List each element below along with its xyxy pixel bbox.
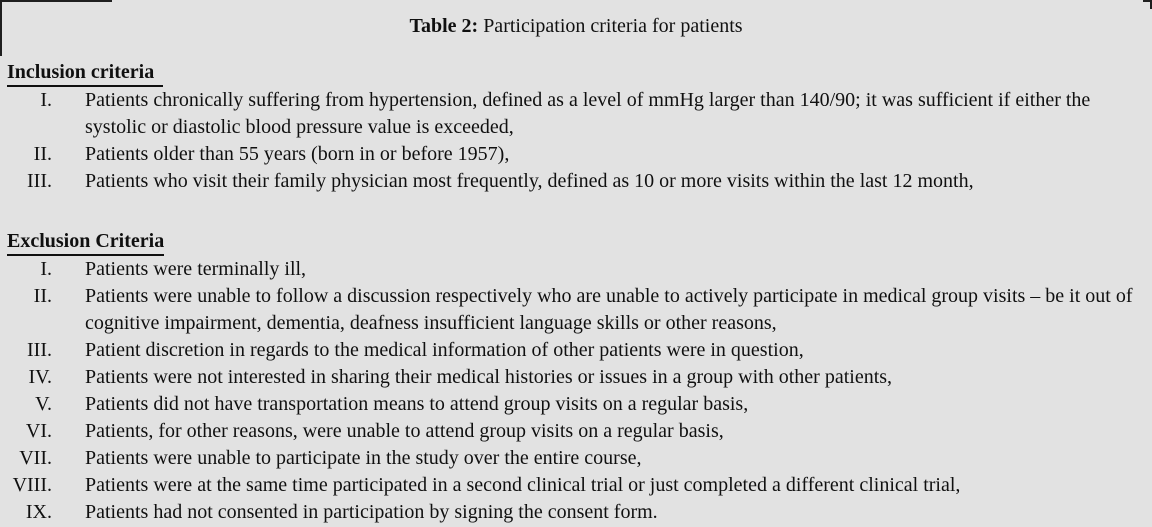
item-text: Patients were unable to follow a discussion respectively who are unable to actively participate in medical group visits – be it out of cognitive impairment, dementia, deafness insufficient language skills or other reasons, — [85, 285, 1133, 334]
item-text: Patients were unable to participate in the study over the entire course, — [85, 447, 642, 469]
item-text: Patients were terminally ill, — [85, 258, 307, 280]
item-numeral: VI. — [25, 420, 52, 442]
list-item — [0, 168, 1152, 195]
item-text: Patients who visit their family physician most frequently, defined as 10 or more visits within the last 12 month, — [85, 170, 974, 192]
exclusion-criteria-heading-text: Exclusion Criteria — [7, 228, 164, 256]
list-item — [0, 499, 1152, 526]
list-item — [0, 418, 1152, 445]
item-text: Patients had not consented in participation by signing the consent form. — [85, 501, 658, 523]
item-text: Patient discretion in regards to the medical information of other patients were in question, — [85, 339, 804, 361]
item-numeral: I. — [40, 89, 52, 111]
exclusion-criteria-list — [0, 256, 1152, 526]
table-caption-label: Table 2: — [409, 15, 479, 37]
list-item — [0, 283, 1152, 337]
item-numeral: II. — [33, 285, 52, 307]
item-text: Patients chronically suffering from hypertension, defined as a level of mmHg larger than 140/90; it was sufficient if either the systolic or diastolic blood pressure value is exceeded, — [85, 89, 1091, 138]
item-numeral: I. — [40, 258, 52, 280]
list-item — [0, 472, 1152, 499]
list-item — [0, 337, 1152, 364]
item-text: Patients, for other reasons, were unable to attend group visits on a regular basis, — [85, 420, 724, 442]
item-numeral: VII. — [19, 447, 52, 469]
item-text: Patients were at the same time participated in a second clinical trial or just completed a different clinical trial, — [85, 474, 961, 496]
list-item — [0, 445, 1152, 472]
item-numeral: VIII. — [12, 474, 52, 496]
inclusion-criteria-list — [0, 87, 1152, 195]
list-item — [0, 364, 1152, 391]
list-item — [0, 256, 1152, 283]
item-numeral: III. — [27, 339, 52, 361]
item-numeral: IX. — [25, 501, 52, 523]
item-text: Patients older than 55 years (born in or before 1957), — [85, 143, 510, 165]
scan-border-top-left-horizontal — [0, 0, 112, 2]
inclusion-criteria-heading — [7, 59, 1152, 87]
exclusion-criteria-heading — [7, 228, 1152, 256]
item-numeral: III. — [27, 170, 52, 192]
list-item — [0, 391, 1152, 418]
table-caption-text: Participation criteria for patients — [478, 15, 743, 37]
list-item — [0, 87, 1152, 141]
list-item — [0, 141, 1152, 168]
item-numeral: V. — [35, 393, 52, 415]
inclusion-criteria-heading-text: Inclusion criteria — [7, 59, 163, 87]
item-numeral: IV. — [28, 366, 52, 388]
item-numeral: II. — [33, 143, 52, 165]
table-caption — [0, 0, 1152, 39]
item-text: Patients were not interested in sharing their medical histories or issues in a group with other patients, — [85, 366, 893, 388]
scan-border-top-left-vertical — [0, 0, 2, 56]
item-text: Patients did not have transportation means to attend group visits on a regular basis, — [85, 393, 749, 415]
